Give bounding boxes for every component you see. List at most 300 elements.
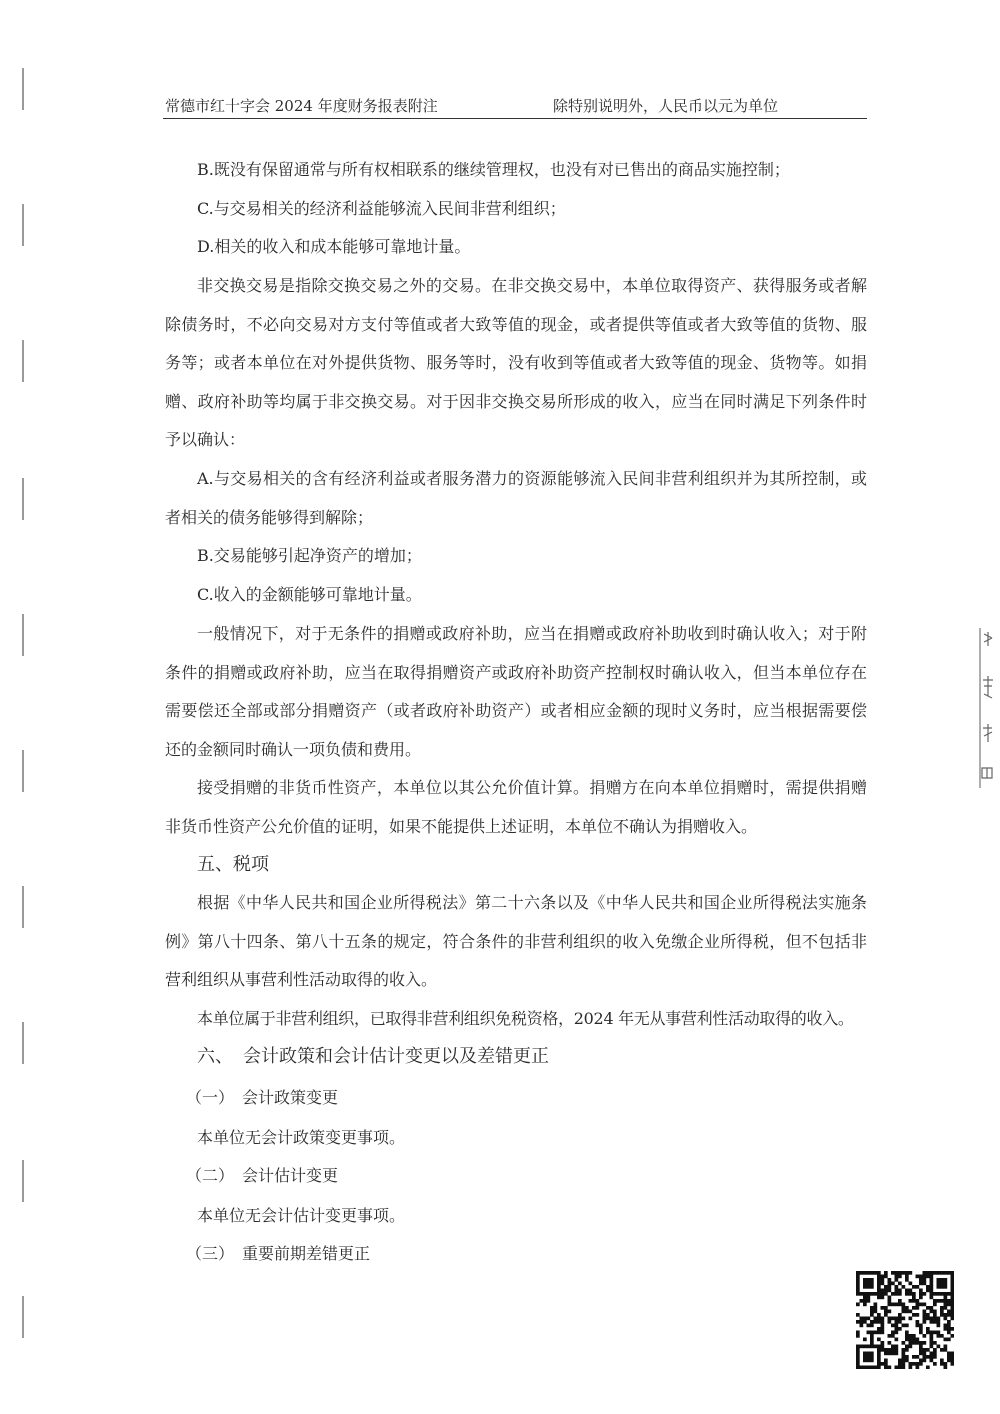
qr-module xyxy=(919,1275,923,1279)
qr-module xyxy=(951,1310,955,1314)
qr-module xyxy=(909,1338,913,1342)
qr-module xyxy=(891,1331,895,1335)
qr-module xyxy=(902,1341,906,1345)
qr-module xyxy=(867,1278,871,1282)
qr-module xyxy=(870,1334,874,1338)
qr-module xyxy=(919,1292,923,1296)
qr-module xyxy=(905,1289,909,1293)
qr-module xyxy=(951,1334,955,1338)
qr-module xyxy=(944,1327,948,1331)
qr-module xyxy=(916,1366,920,1370)
qr-module xyxy=(919,1282,923,1286)
qr-module xyxy=(930,1359,934,1363)
qr-module xyxy=(944,1278,948,1282)
qr-module xyxy=(930,1275,934,1279)
qr-module xyxy=(884,1285,888,1289)
qr-module xyxy=(888,1310,892,1314)
qr-module xyxy=(926,1275,930,1279)
qr-module xyxy=(933,1331,937,1335)
qr-module xyxy=(930,1271,934,1275)
qr-module xyxy=(870,1359,874,1363)
qr-module xyxy=(856,1282,860,1286)
qr-module xyxy=(895,1320,899,1324)
qr-module xyxy=(877,1327,881,1331)
qr-module xyxy=(874,1366,878,1370)
qr-module xyxy=(916,1303,920,1307)
qr-module xyxy=(933,1317,937,1321)
qr-module xyxy=(895,1285,899,1289)
qr-module xyxy=(898,1289,902,1293)
qr-module xyxy=(877,1345,881,1349)
qr-module xyxy=(933,1303,937,1307)
qr-module xyxy=(898,1303,902,1307)
qr-module xyxy=(863,1271,867,1275)
qr-module xyxy=(898,1320,902,1324)
qr-module xyxy=(947,1331,951,1335)
qr-module xyxy=(947,1327,951,1331)
qr-module xyxy=(905,1278,909,1282)
qr-module xyxy=(930,1296,934,1300)
qr-module xyxy=(881,1331,885,1335)
qr-module xyxy=(895,1324,899,1328)
qr-module xyxy=(937,1317,941,1321)
page-header xyxy=(163,96,867,119)
qr-module xyxy=(926,1348,930,1352)
qr-module xyxy=(863,1299,867,1303)
qr-module xyxy=(877,1355,881,1359)
qr-module xyxy=(930,1292,934,1296)
qr-module xyxy=(863,1359,867,1363)
qr-module xyxy=(940,1278,944,1282)
qr-module xyxy=(870,1355,874,1359)
qr-module xyxy=(923,1275,927,1279)
qr-module xyxy=(860,1345,864,1349)
qr-module xyxy=(916,1313,920,1317)
qr-module xyxy=(937,1324,941,1328)
qr-module xyxy=(951,1275,955,1279)
qr-module xyxy=(863,1345,867,1349)
qr-module xyxy=(891,1292,895,1296)
qr-module xyxy=(937,1299,941,1303)
qr-module xyxy=(944,1338,948,1342)
qr-module xyxy=(884,1348,888,1352)
qr-module xyxy=(874,1306,878,1310)
qr-module xyxy=(870,1278,874,1282)
qr-module xyxy=(881,1345,885,1349)
qr-module xyxy=(884,1292,888,1296)
qr-module xyxy=(863,1292,867,1296)
qr-code-graphic xyxy=(856,1271,954,1369)
qr-module xyxy=(916,1338,920,1342)
qr-module xyxy=(951,1289,955,1293)
qr-module xyxy=(874,1292,878,1296)
qr-module xyxy=(919,1348,923,1352)
qr-module xyxy=(856,1352,860,1356)
qr-module xyxy=(905,1292,909,1296)
qr-module xyxy=(951,1352,955,1356)
qr-module xyxy=(912,1362,916,1366)
header-title: 常德市红十字会 2024 年度财务报表附注 xyxy=(165,97,438,115)
qr-module xyxy=(888,1334,892,1338)
qr-module xyxy=(902,1352,906,1356)
qr-module xyxy=(888,1296,892,1300)
qr-module xyxy=(898,1299,902,1303)
qr-module xyxy=(905,1306,909,1310)
qr-module xyxy=(856,1285,860,1289)
qr-module xyxy=(863,1352,867,1356)
qr-module xyxy=(891,1334,895,1338)
qr-module xyxy=(891,1271,895,1275)
qr-module xyxy=(909,1289,913,1293)
qr-module xyxy=(881,1289,885,1293)
paragraph: C.与交易相关的经济利益能够流入民间非营利组织； xyxy=(197,199,566,218)
qr-module xyxy=(898,1292,902,1296)
qr-module xyxy=(856,1362,860,1366)
qr-module xyxy=(951,1317,955,1321)
qr-module xyxy=(867,1282,871,1286)
qr-module xyxy=(881,1320,885,1324)
qr-module xyxy=(877,1366,881,1370)
qr-module xyxy=(944,1366,948,1370)
qr-module xyxy=(926,1313,930,1317)
qr-module xyxy=(874,1271,878,1275)
qr-module xyxy=(877,1275,881,1279)
qr-module xyxy=(940,1282,944,1286)
qr-module xyxy=(940,1292,944,1296)
qr-module xyxy=(898,1327,902,1331)
paragraph: C.收入的金额能够可靠地计量。 xyxy=(197,585,422,604)
qr-module xyxy=(912,1296,916,1300)
qr-module xyxy=(870,1366,874,1370)
qr-module xyxy=(947,1271,951,1275)
subsection-heading xyxy=(186,1161,338,1191)
qr-module xyxy=(951,1362,955,1366)
qr-module xyxy=(867,1324,871,1328)
qr-module xyxy=(951,1285,955,1289)
qr-module xyxy=(860,1320,864,1324)
qr-module xyxy=(856,1292,860,1296)
qr-module xyxy=(930,1331,934,1335)
subsection-title: 会计估计变更 xyxy=(242,1166,339,1185)
qr-module xyxy=(933,1310,937,1314)
qr-module xyxy=(926,1317,930,1321)
qr-module xyxy=(940,1299,944,1303)
qr-module xyxy=(867,1331,871,1335)
qr-module xyxy=(916,1320,920,1324)
qr-module xyxy=(881,1278,885,1282)
qr-module xyxy=(891,1303,895,1307)
qr-module xyxy=(856,1345,860,1349)
qr-module xyxy=(937,1292,941,1296)
qr-module xyxy=(916,1324,920,1328)
qr-module xyxy=(930,1285,934,1289)
qr-module xyxy=(940,1285,944,1289)
qr-module xyxy=(884,1275,888,1279)
qr-module xyxy=(891,1282,895,1286)
qr-module xyxy=(912,1285,916,1289)
qr-module xyxy=(884,1306,888,1310)
qr-module xyxy=(916,1306,920,1310)
qr-module xyxy=(944,1345,948,1349)
qr-module xyxy=(926,1331,930,1335)
qr-module xyxy=(905,1271,909,1275)
qr-module xyxy=(944,1317,948,1321)
qr-module xyxy=(895,1289,899,1293)
qr-module xyxy=(884,1359,888,1363)
qr-module xyxy=(881,1282,885,1286)
qr-module xyxy=(919,1352,923,1356)
qr-module xyxy=(905,1338,909,1342)
qr-module xyxy=(856,1366,860,1370)
qr-module xyxy=(870,1320,874,1324)
qr-module xyxy=(856,1313,860,1317)
qr-module xyxy=(923,1313,927,1317)
qr-module xyxy=(909,1366,913,1370)
qr-module xyxy=(884,1366,888,1370)
qr-module xyxy=(902,1355,906,1359)
qr-module xyxy=(909,1299,913,1303)
qr-module xyxy=(933,1299,937,1303)
qr-module xyxy=(912,1292,916,1296)
qr-module xyxy=(891,1348,895,1352)
binding-mark xyxy=(22,340,32,382)
qr-module xyxy=(951,1306,955,1310)
qr-module xyxy=(944,1271,948,1275)
qr-module xyxy=(856,1303,860,1307)
qr-module xyxy=(860,1292,864,1296)
qr-module xyxy=(919,1359,923,1363)
qr-module xyxy=(916,1299,920,1303)
qr-module xyxy=(919,1278,923,1282)
qr-module xyxy=(944,1303,948,1307)
qr-module xyxy=(930,1334,934,1338)
binding-mark xyxy=(22,1296,32,1338)
qr-module xyxy=(881,1275,885,1279)
qr-module xyxy=(909,1334,913,1338)
qr-module xyxy=(877,1313,881,1317)
qr-module xyxy=(877,1285,881,1289)
qr-module xyxy=(891,1317,895,1321)
header-unit-note: 除特别说明外，人民币以元为单位 xyxy=(553,97,779,115)
qr-module xyxy=(940,1348,944,1352)
qr-module xyxy=(909,1341,913,1345)
qr-module xyxy=(951,1282,955,1286)
binding-mark xyxy=(22,614,32,656)
qr-module xyxy=(909,1345,913,1349)
qr-module xyxy=(933,1362,937,1366)
qr-module xyxy=(902,1303,906,1307)
qr-module xyxy=(881,1292,885,1296)
qr-module xyxy=(895,1345,899,1349)
qr-module xyxy=(898,1313,902,1317)
paragraph: 本单位属于非营利组织，已取得非营利组织免税资格，2024 年无从事营利性活动取得的收入。 xyxy=(197,1009,854,1028)
paragraph: 本单位无会计估计变更事项。 xyxy=(197,1206,406,1225)
qr-module xyxy=(919,1289,923,1293)
paragraph: 一般情况下，对于无条件的捐赠或政府补助，应当在捐赠或政府补助收到时确认收入；对于附条件的捐赠或政府补助，应当在取得捐赠资产或政府补助资产控制权时确认收入，但当本单位存在需要偿还全部或部分捐赠资产（或者政府补助资产）或者相应金额的现时义务时，应当根据需要偿还的金额同时确认一项负债和费用。 xyxy=(165,624,867,759)
qr-module xyxy=(898,1366,902,1370)
qr-module xyxy=(930,1320,934,1324)
qr-module xyxy=(856,1331,860,1335)
paragraph: D.相关的收入和成本能够可靠地计量。 xyxy=(197,237,471,256)
qr-module xyxy=(877,1317,881,1321)
qr-module xyxy=(881,1296,885,1300)
qr-module xyxy=(944,1282,948,1286)
qr-module xyxy=(870,1285,874,1289)
qr-module xyxy=(933,1271,937,1275)
qr-module xyxy=(926,1271,930,1275)
qr-module xyxy=(891,1345,895,1349)
qr-module xyxy=(951,1271,955,1275)
qr-module xyxy=(940,1310,944,1314)
qr-module xyxy=(870,1306,874,1310)
qr-module xyxy=(881,1362,885,1366)
binding-mark xyxy=(22,204,32,246)
qr-module xyxy=(856,1320,860,1324)
qr-module xyxy=(902,1366,906,1370)
qr-module xyxy=(930,1355,934,1359)
qr-module xyxy=(944,1362,948,1366)
qr-module xyxy=(951,1359,955,1363)
qr-module xyxy=(898,1317,902,1321)
qr-module xyxy=(937,1345,941,1349)
qr-module xyxy=(863,1285,867,1289)
qr-module xyxy=(895,1338,899,1342)
qr-module xyxy=(888,1366,892,1370)
qr-module xyxy=(926,1355,930,1359)
qr-module xyxy=(909,1282,913,1286)
qr-module xyxy=(905,1348,909,1352)
qr-module xyxy=(937,1331,941,1335)
qr-module xyxy=(856,1355,860,1359)
qr-module xyxy=(895,1352,899,1356)
qr-module xyxy=(884,1310,888,1314)
qr-module xyxy=(856,1334,860,1338)
qr-module xyxy=(933,1313,937,1317)
qr-module xyxy=(877,1338,881,1342)
qr-module xyxy=(860,1271,864,1275)
qr-module xyxy=(895,1303,899,1307)
qr-module xyxy=(947,1338,951,1342)
qr-module xyxy=(877,1271,881,1275)
qr-module xyxy=(856,1275,860,1279)
qr-module xyxy=(891,1352,895,1356)
paragraph: B.交易能够引起净资产的增加； xyxy=(197,546,422,565)
qr-module xyxy=(870,1338,874,1342)
qr-module xyxy=(874,1320,878,1324)
qr-module xyxy=(947,1352,951,1356)
qr-module xyxy=(867,1359,871,1363)
qr-module xyxy=(874,1303,878,1307)
qr-module xyxy=(895,1317,899,1321)
qr-module xyxy=(916,1285,920,1289)
qr-module xyxy=(937,1282,941,1286)
qr-module xyxy=(926,1306,930,1310)
qr-module xyxy=(867,1285,871,1289)
qr-module xyxy=(930,1282,934,1286)
qr-module xyxy=(863,1282,867,1286)
qr-module xyxy=(902,1324,906,1328)
qr-module xyxy=(951,1299,955,1303)
qr-module xyxy=(937,1285,941,1289)
paragraph: 非交换交易是指除交换交易之外的交易。在非交换交易中，本单位取得资产、获得服务或者解除债务时，不必向交易对方支付等值或者大致等值的现金，或者提供等值或者大致等值的货物、服务等；或者本单位在对外提供货物、服务等时，没有收到等值或者大致等值的现金、货物等。如捐赠、政府补助等均属于非交换交易。对于因非交换交易所形成的收入，应当在同时满足下列条件时予以确认： xyxy=(165,276,867,449)
qr-module xyxy=(923,1282,927,1286)
qr-module xyxy=(895,1327,899,1331)
qr-module xyxy=(888,1352,892,1356)
qr-module xyxy=(930,1289,934,1293)
qr-module xyxy=(933,1355,937,1359)
qr-module xyxy=(905,1275,909,1279)
qr-module xyxy=(947,1292,951,1296)
verification-qr-code xyxy=(856,1271,954,1369)
qr-module xyxy=(919,1341,923,1345)
qr-module xyxy=(895,1292,899,1296)
qr-module xyxy=(937,1278,941,1282)
qr-module xyxy=(937,1320,941,1324)
section-heading-tax: 五、税项 xyxy=(197,854,269,875)
qr-module xyxy=(863,1320,867,1324)
qr-module xyxy=(940,1334,944,1338)
qr-module xyxy=(909,1310,913,1314)
qr-module xyxy=(902,1362,906,1366)
qr-module xyxy=(867,1292,871,1296)
qr-module xyxy=(870,1313,874,1317)
qr-module xyxy=(856,1271,860,1275)
qr-module xyxy=(930,1306,934,1310)
qr-module xyxy=(863,1296,867,1300)
qr-module xyxy=(905,1359,909,1363)
qr-module xyxy=(895,1271,899,1275)
qr-module xyxy=(926,1327,930,1331)
qr-module xyxy=(898,1275,902,1279)
qr-module xyxy=(877,1348,881,1352)
qr-module xyxy=(888,1285,892,1289)
qr-module xyxy=(874,1317,878,1321)
qr-module xyxy=(940,1313,944,1317)
subsection-number: （三） xyxy=(186,1244,235,1263)
qr-module xyxy=(874,1331,878,1335)
qr-module xyxy=(951,1292,955,1296)
qr-module xyxy=(947,1310,951,1314)
qr-module xyxy=(867,1271,871,1275)
qr-module xyxy=(930,1341,934,1345)
qr-module xyxy=(888,1299,892,1303)
qr-module xyxy=(898,1282,902,1286)
qr-module xyxy=(919,1296,923,1300)
qr-module xyxy=(895,1275,899,1279)
qr-module xyxy=(947,1299,951,1303)
qr-module xyxy=(912,1313,916,1317)
qr-module xyxy=(877,1292,881,1296)
qr-module xyxy=(951,1355,955,1359)
qr-module xyxy=(877,1282,881,1286)
qr-module xyxy=(870,1341,874,1345)
section-heading-policy-changes xyxy=(197,1042,549,1072)
qr-module xyxy=(937,1271,941,1275)
qr-module xyxy=(905,1331,909,1335)
qr-module xyxy=(860,1324,864,1328)
qr-module xyxy=(923,1271,927,1275)
qr-module xyxy=(874,1345,878,1349)
paragraph: 接受捐赠的非货币性资产，本单位以其公允价值计算。捐赠方在向本单位捐赠时，需提供捐赠非货币性资产公允价值的证明，如果不能提供上述证明，本单位不确认为捐赠收入。 xyxy=(165,778,867,836)
qr-module xyxy=(902,1348,906,1352)
qr-module xyxy=(944,1292,948,1296)
qr-module xyxy=(888,1303,892,1307)
paragraph: 本单位无会计政策变更事项。 xyxy=(197,1128,406,1147)
qr-module xyxy=(895,1348,899,1352)
qr-module xyxy=(905,1310,909,1314)
qr-module xyxy=(870,1331,874,1335)
qr-module xyxy=(933,1348,937,1352)
